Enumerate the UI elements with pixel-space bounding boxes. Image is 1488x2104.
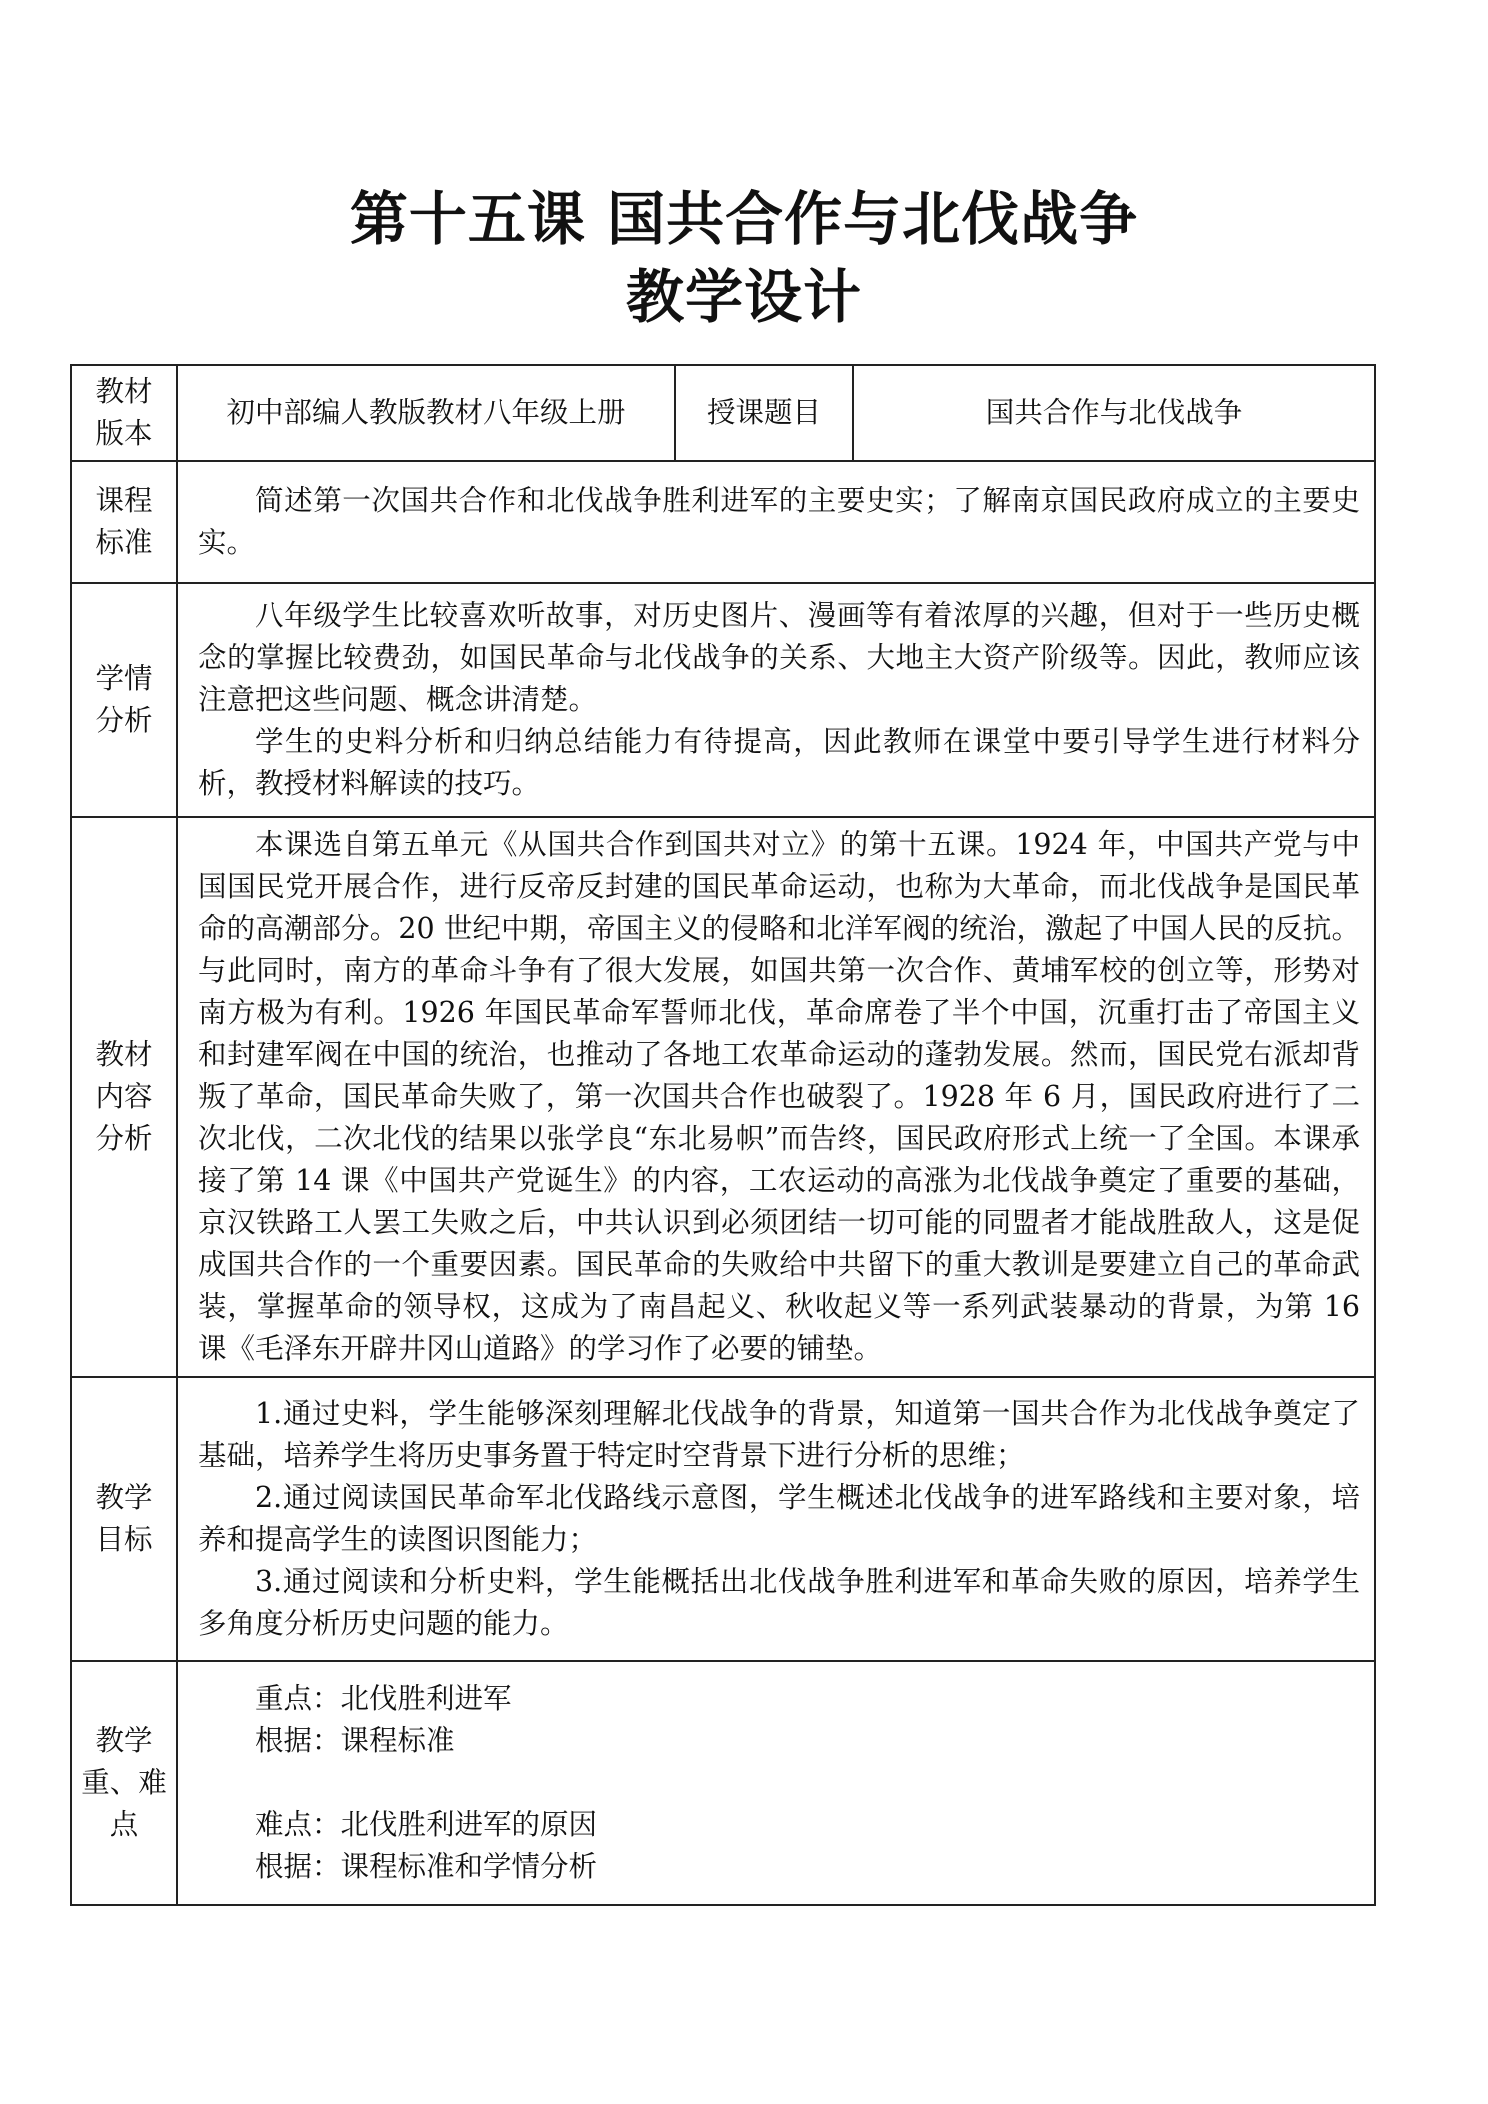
row-goals [71,1377,1375,1661]
student-paragraph-2: 学生的史料分析和归纳总结能力有待提高，因此教师在课堂中要引导学生进行材料分析，教授材料解读的技巧。 [198,725,1360,800]
content-analysis-content [177,817,1375,1377]
goals-content [177,1377,1375,1661]
standard-paragraph: 简述第一次国共合作和北伐战争胜利进军的主要史实；了解南京国民政府成立的主要史实。 [198,484,1360,559]
spacer [198,1762,1360,1804]
student-analysis-content [177,583,1375,817]
label-goals: 教学 目标 [71,1377,177,1661]
label-student-analysis: 学情 分析 [71,583,177,817]
label-keypoints: 教学 重、难 点 [71,1661,177,1905]
key-point-basis: 根据：课程标准 [255,1724,455,1757]
document-title [0,180,1488,336]
label-standard: 课程 标准 [71,461,177,583]
row-standard [71,461,1375,583]
goal-item-3: 3.通过阅读和分析史料，学生能概括出北伐战争胜利进军和革命失败的原因，培养学生多角度分析历史问题的能力。 [198,1565,1360,1640]
title-line-2: 教学设计 [625,263,862,331]
goal-item-2: 2.通过阅读国民革命军北伐路线示意图，学生概述北伐战争的进军路线和主要对象，培养和提高学生的读图识图能力； [198,1481,1360,1556]
goal-item-1: 1.通过史料，学生能够深刻理解北伐战争的背景，知道第一国共合作为北伐战争奠定了基础，培养学生将历史事务置于特定时空背景下进行分析的思维； [198,1397,1360,1472]
topic-value: 国共合作与北伐战争 [853,365,1375,461]
title-line-1: 第十五课 国共合作与北伐战争 [349,185,1139,253]
key-point: 重点：北伐胜利进军 [255,1682,512,1715]
label-edition: 教材 版本 [71,365,177,461]
standard-content [177,461,1375,583]
content-paragraph: 本课选自第五单元《从国共合作到国共对立》的第十五课。1924 年，中国共产党与中国国民党开展合作，进行反帝反封建的国民革命运动，也称为大革命，而北伐战争是国民革命的高潮部分。20 世纪中期，帝国主义的侵略和北洋军阀的统治，激起了中国人民的反抗。与此同时，南方的革命斗争有了很大发展，如国共第一次合作、黄埔军校的创立等，形势对南方极为有利。1926 年国民革命军誓师北伐，革命席卷了半个中国，沉重打击了帝国主义和封建军阀在中国的统治，也推动了各地工农革命运动的蓬勃发展。然而，国民党右派却背叛了革命，国民革命失败了，第一次国共合作也破裂了。1928 年 6 月，国民政府进行了二次北伐，二次北伐的结果以张学良“东北易帜”而告终，国民政府形式上统一了全国。本课承接了第 14 课《中国共产党诞生》的内容，工农运动的高涨为北伐战争奠定了重要的基础，京汉铁路工人罢工失败之后，中共认识到必须团结一切可能的同盟者才能战胜敌人，这是促成国共合作的一个重要因素。国民革命的失败给中共留下的重大教训是要建立自己的革命武装，掌握革命的领导权，这成为了南昌起义、秋收起义等一系列武装暴动的背景，为第 16 课《毛泽东开辟井冈山道路》的学习作了必要的铺垫。 [198,828,1360,1365]
difficult-point-basis: 根据：课程标准和学情分析 [255,1850,598,1883]
student-paragraph-1: 八年级学生比较喜欢听故事，对历史图片、漫画等有着浓厚的兴趣，但对于一些历史概念的掌握比较费劲，如国民革命与北伐战争的关系、大地主大资产阶级等。因此，教师应该注意把这些问题、概念讲清楚。 [198,599,1360,716]
row-student-analysis [71,583,1375,817]
row-edition [71,365,1375,461]
difficult-point: 难点：北伐胜利进军的原因 [255,1808,598,1841]
row-content-analysis [71,817,1375,1377]
topic-label: 授课题目 [675,365,853,461]
label-content-analysis: 教材 内容 分析 [71,817,177,1377]
row-keypoints [71,1661,1375,1905]
keypoints-content [177,1661,1375,1905]
teaching-design-table [70,364,1376,1906]
edition-value: 初中部编人教版教材八年级上册 [177,365,675,461]
